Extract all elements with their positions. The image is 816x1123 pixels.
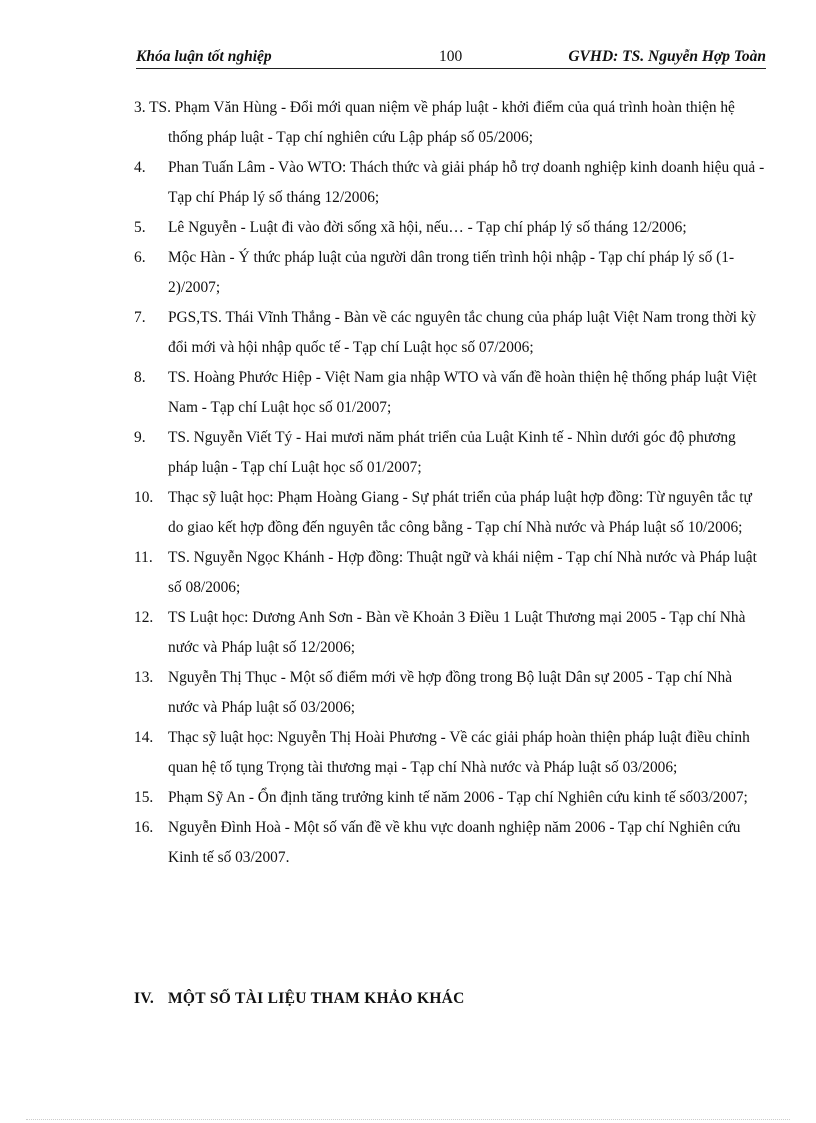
reference-text: TS Luật học: Dương Anh Sơn - Bàn về Khoản 3 Điều 1 Luật Thương mại 2005 - Tạp chí Nhà nước và Pháp luật số 12/2006; — [168, 609, 746, 656]
reference-text: TS. Nguyễn Viết Tý - Hai mươi năm phát triển của Luật Kinh tế - Nhìn dưới góc độ phương pháp luận - Tạp chí Luật học số 01/2007; — [168, 429, 736, 476]
reference-item — [134, 723, 766, 783]
reference-item — [134, 213, 766, 243]
reference-list — [134, 93, 766, 873]
reference-text: Phan Tuấn Lâm - Vào WTO: Thách thức và giải pháp hỗ trợ doanh nghiệp kinh doanh hiệu quả -Tạp chí Pháp lý số tháng 12/2006; — [168, 159, 765, 206]
reference-text: Lê Nguyễn - Luật đi vào đời sống xã hội, nếu… - Tạp chí pháp lý số tháng 12/2006; — [168, 219, 687, 236]
reference-text: Thạc sỹ luật học: Phạm Hoàng Giang - Sự phát triển của pháp luật hợp đồng: Từ nguyên tắc tự do giao kết hợp đồng đến nguyên tắc công bằng - Tạp chí Nhà nước và Pháp luật số 10/2006; — [168, 489, 752, 536]
reference-item — [134, 783, 766, 813]
reference-number: 9. — [134, 429, 146, 446]
reference-number: 6. — [134, 249, 146, 266]
section-heading — [134, 990, 465, 1008]
reference-number: 12. — [134, 609, 154, 626]
section-number: IV. — [134, 990, 155, 1007]
reference-text: TS. Phạm Văn Hùng - Đổi mới quan niệm về pháp luật - khởi điểm của quá trình hoàn thiện hệ thống pháp luật - Tạp chí nghiên cứu Lập pháp số 05/2006; — [149, 99, 735, 146]
reference-text: Nguyễn Đình Hoà - Một số vấn đề về khu vực doanh nghiệp năm 2006 - Tạp chí Nghiên cứu Kinh tế số 03/2007. — [168, 819, 741, 866]
reference-item — [134, 93, 766, 153]
page-bottom-divider — [26, 1119, 790, 1120]
reference-item — [134, 813, 766, 873]
reference-text: TS. Nguyễn Ngọc Khánh - Hợp đồng: Thuật ngữ và khái niệm - Tạp chí Nhà nước và Pháp luật số 08/2006; — [168, 549, 757, 596]
reference-number: 15. — [134, 789, 154, 806]
reference-item — [134, 303, 766, 363]
reference-number: 8. — [134, 369, 146, 386]
reference-number: 13. — [134, 669, 154, 686]
reference-number: 4. — [134, 159, 146, 176]
reference-text: TS. Hoàng Phước Hiệp - Việt Nam gia nhập WTO và vấn đề hoàn thiện hệ thống pháp luật Việt Nam - Tạp chí Luật học số 01/2007; — [168, 369, 757, 416]
reference-number: 7. — [134, 309, 146, 326]
reference-number: 16. — [134, 819, 154, 836]
header-title: Khóa luận tốt nghiệp — [136, 48, 272, 65]
reference-item — [134, 483, 766, 543]
section-title: MỘT SỐ TÀI LIỆU THAM KHẢO KHÁC — [168, 990, 465, 1007]
reference-text: Nguyễn Thị Thục - Một số điểm mới về hợp đồng trong Bộ luật Dân sự 2005 - Tạp chí Nhà nước và Pháp luật số 03/2006; — [168, 669, 733, 716]
reference-text: Mộc Hàn - Ý thức pháp luật của người dân trong tiến trình hội nhập - Tạp chí pháp lý số (1-2)/2007; — [168, 249, 735, 296]
reference-text: PGS,TS. Thái Vĩnh Thắng - Bàn về các nguyên tắc chung của pháp luật Việt Nam trong thời kỳ đổi mới và hội nhập quốc tế - Tạp chí Luật học số 07/2006; — [168, 309, 757, 356]
reference-text: Phạm Sỹ An - Ổn định tăng trưởng kinh tế năm 2006 - Tạp chí Nghiên cứu kinh tế số03/2007; — [168, 789, 748, 806]
reference-number: 5. — [134, 219, 146, 236]
reference-item — [134, 603, 766, 663]
reference-number: 3. — [134, 99, 150, 116]
reference-number: 11. — [134, 549, 153, 566]
reference-item — [134, 363, 766, 423]
reference-item — [134, 153, 766, 213]
reference-number: 14. — [134, 729, 154, 746]
reference-item — [134, 543, 766, 603]
reference-text: Thạc sỹ luật học: Nguyễn Thị Hoài Phương - Về các giải pháp hoàn thiện pháp luật điều chỉnh quan hệ tố tụng Trọng tài thương mại - Tạp chí Nhà nước và Pháp luật số 03/2006; — [168, 729, 750, 776]
header-advisor: GVHD: TS. Nguyễn Hợp Toàn — [568, 48, 766, 65]
reference-item — [134, 423, 766, 483]
reference-number: 10. — [134, 489, 154, 506]
page-number: 100 — [439, 48, 463, 65]
reference-item — [134, 663, 766, 723]
reference-item — [134, 243, 766, 303]
page-header — [136, 48, 766, 69]
